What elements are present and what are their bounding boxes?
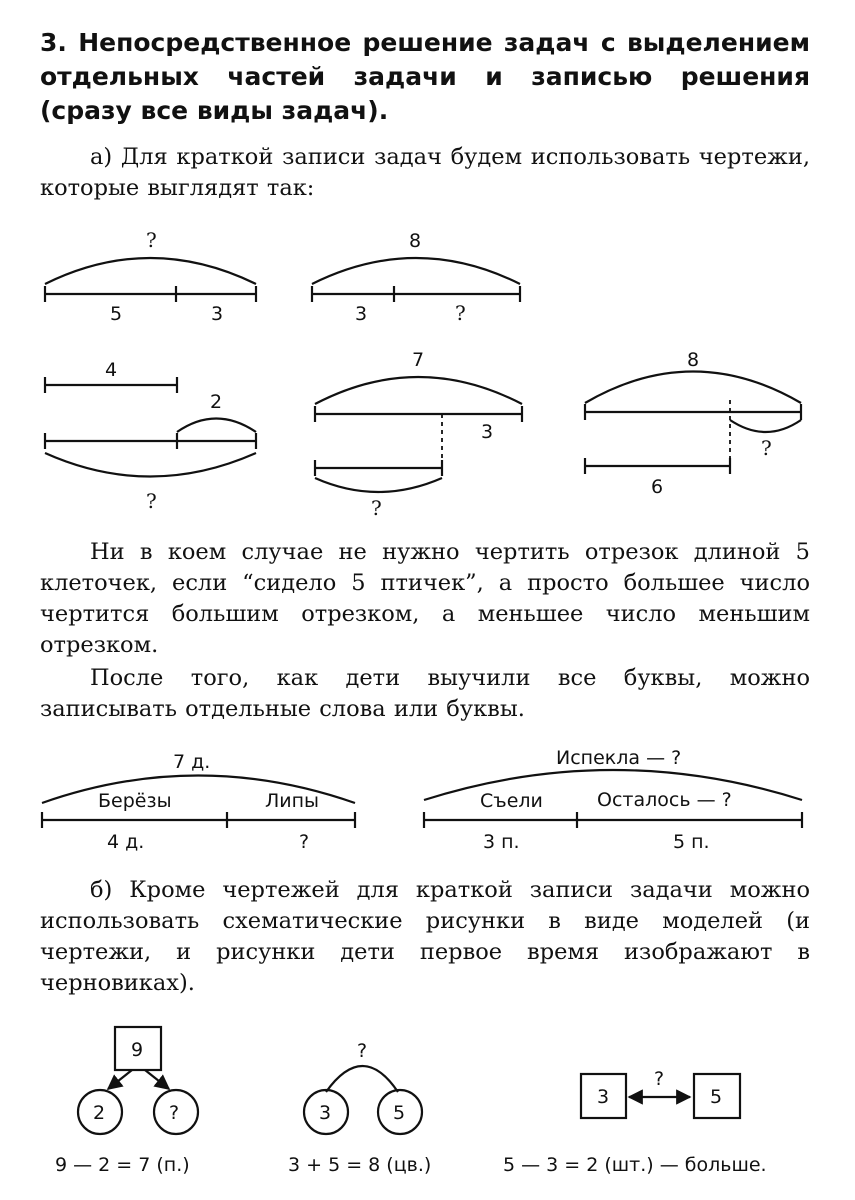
label-left: 5 xyxy=(110,303,123,325)
arc-join xyxy=(326,1066,398,1092)
label-left-val: 4 д. xyxy=(107,831,145,853)
section-title: 3. Непосредственное решение задач с выделением отдельных частей задачи и записью решения (сразу все виды задач). xyxy=(40,28,810,125)
arc-diff xyxy=(730,420,801,432)
label-left-word: Съели xyxy=(480,790,543,812)
paragraph-letters: После того, как дети выучили все буквы, можно записывать отдельные слова или буквы. xyxy=(40,665,810,722)
label-diff: 3 xyxy=(481,421,494,443)
model-addition xyxy=(288,1040,431,1176)
circle-left-label: 2 xyxy=(93,1102,106,1124)
paragraph-b: б) Кроме чертежей для краткой записи задачи можно использовать схематические рисунки в виде моделей (и чертежи, и рисунки дети первое время изображают в черновиках). xyxy=(40,877,810,996)
arrow-left xyxy=(108,1070,132,1089)
label-bottom: 6 xyxy=(651,476,664,498)
label-top-segment: 4 xyxy=(105,359,118,381)
equation: 5 — 3 = 2 (шт.) — больше. xyxy=(503,1154,767,1176)
equation: 3 + 5 = 8 (цв.) xyxy=(288,1154,432,1176)
arc-whole xyxy=(312,258,520,284)
label-left: 3 xyxy=(355,303,368,325)
circle-right-label: 5 xyxy=(393,1102,406,1124)
paragraph-segments: Ни в коем случае не нужно чертить отрезок длиной 5 клеточек, если “сидело 5 птичек”, а просто большее число чертится большим отрезком, а меньшее число меньшим отрезком. xyxy=(40,539,810,658)
label-top: 8 xyxy=(409,230,422,252)
label-bottom: ? xyxy=(371,496,382,520)
model-comparison xyxy=(503,1068,767,1176)
arrow-right xyxy=(145,1070,169,1089)
label-top: 8 xyxy=(687,349,700,371)
diagram-more-by xyxy=(45,359,256,513)
diagram-words-baked xyxy=(424,747,802,853)
paragraph-a: а) Для краткой записи задач будем использовать чертежи, которые выглядят так: xyxy=(40,144,810,201)
arc-top xyxy=(585,372,801,404)
model-subtraction xyxy=(55,1027,198,1176)
diagram-less-by xyxy=(315,349,522,520)
square-label: 9 xyxy=(131,1039,144,1061)
label-top: 7 xyxy=(412,349,425,371)
diagram-words-trees xyxy=(42,751,355,853)
arrow-label: ? xyxy=(654,1068,665,1090)
label-arc-small: 2 xyxy=(210,391,223,413)
label-right-val: 5 п. xyxy=(673,831,710,853)
arc-top xyxy=(315,377,522,404)
label-right: ? xyxy=(455,301,466,325)
square-left-label: 3 xyxy=(597,1086,610,1108)
label-left-word: Берёзы xyxy=(98,790,172,812)
label-right-val: ? xyxy=(299,831,310,853)
circle-right-label: ? xyxy=(169,1102,180,1124)
label-right-word: Липы xyxy=(265,790,320,812)
label-top: 7 д. xyxy=(173,751,211,773)
label-top: Испекла — ? xyxy=(556,747,682,769)
label-right: 3 xyxy=(211,303,224,325)
label-diff: ? xyxy=(761,436,772,460)
label-left-val: 3 п. xyxy=(483,831,520,853)
label-top: ? xyxy=(357,1040,368,1062)
circle-left-label: 3 xyxy=(319,1102,332,1124)
label-right-word: Осталось — ? xyxy=(597,789,732,811)
arc-small xyxy=(177,419,256,433)
arc-whole xyxy=(45,258,256,284)
arc-bottom xyxy=(45,453,256,477)
label-bottom: ? xyxy=(146,489,157,513)
arc-bottom xyxy=(315,478,442,492)
diagram-part-unknown xyxy=(312,230,520,325)
diagram-difference xyxy=(585,349,801,498)
label-top: ? xyxy=(146,228,157,252)
diagram-sum-unknown xyxy=(45,228,256,325)
square-right-label: 5 xyxy=(710,1086,723,1108)
equation: 9 — 2 = 7 (п.) xyxy=(55,1154,190,1176)
